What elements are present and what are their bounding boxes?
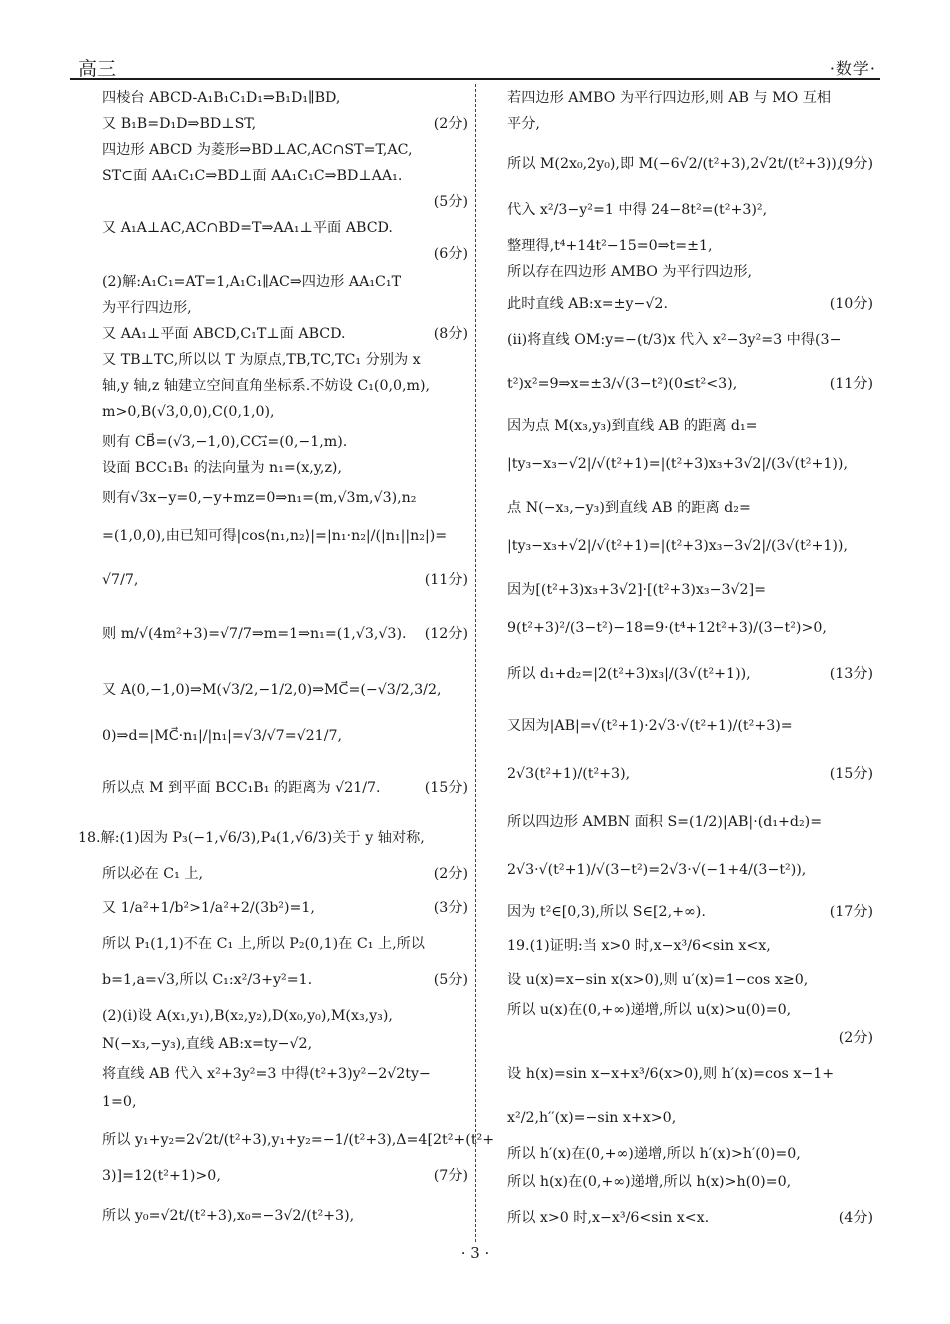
score-mark: (10分) [829,296,873,312]
solution-text: 为平行四边形, [102,300,192,316]
score-mark: (2分) [838,1030,873,1046]
solution-text: 设 h(x)=sin x−x+x³/6(x>0),则 h′(x)=cos x−1+ [507,1066,835,1082]
solution-text: (2)解:A₁C₁=AT=1,A₁C₁∥AC⇒四边形 AA₁C₁T [102,274,402,290]
score-mark: (11分) [424,572,468,588]
solution-text: 又因为|AB|=√(t²+1)·2√3·√(t²+1)/(t²+3)= [507,718,793,734]
solution-text: 因为 t²∈[0,3),所以 S∈[2,+∞). [507,904,706,920]
solution-text: 18.解:(1)因为 P₃(−1,√6/3),P₄(1,√6/3)关于 y 轴对称, [78,830,425,846]
score-mark: (5分) [433,972,468,988]
solution-text: 平分, [507,116,540,132]
solution-text: b=1,a=√3,所以 C₁:x²/3+y²=1. [102,972,313,988]
solution-text: 因为[(t²+3)x₃+3√2]·[(t²+3)x₃−3√2]= [507,582,766,598]
solution-text: t²)x²=9⇒x=±3/√(3−t²)(0≤t²<3), [507,376,738,392]
score-mark: (15分) [829,766,873,782]
solution-text: 设面 BCC₁B₁ 的法向量为 n₁=(x,y,z), [102,460,342,476]
page-header [70,48,880,80]
solution-text: 1=0, [102,1094,137,1110]
score-mark: (8分) [433,326,468,342]
solution-text: 19.(1)证明:当 x>0 时,x−x³/6<sin x<x, [507,938,771,954]
solution-text: |ty₃−x₃−√2|/√(t²+1)=|(t²+3)x₃+3√2|/(3√(t²+1)), [507,456,848,472]
solution-text: 所以 u(x)在(0,+∞)递增,所以 u(x)>u(0)=0, [507,1002,792,1018]
solution-text: 所以 h′(x)在(0,+∞)递增,所以 h′(x)>h′(0)=0, [507,1146,801,1162]
solution-text: 设 u(x)=x−sin x(x>0),则 u′(x)=1−cos x≥0, [507,972,809,988]
header-subject: ·数学· [829,59,876,78]
solution-text: 9(t²+3)²/(3−t²)−18=9·(t⁴+12t²+3)/(3−t²)>0, [507,620,827,636]
solution-text: 所以 y₀=√2t/(t²+3),x₀=−3√2/(t²+3), [102,1208,355,1224]
solution-text: 又 1/a²+1/b²>1/a²+2/(3b²)=1, [102,900,315,916]
solution-text: 3)]=12(t²+1)>0, [102,1168,221,1184]
header-grade: 高三 [78,58,117,80]
solution-text: 点 N(−x₃,−y₃)到直线 AB 的距离 d₂= [507,500,751,516]
score-mark: (15分) [424,780,468,796]
solution-text: 所以四边形 AMBN 面积 S=(1/2)|AB|·(d₁+d₂)= [507,814,823,830]
solution-text: 则有 CB⃗=(√3,−1,0),CC₁⃗=(0,−1,m). [102,434,348,450]
solution-text: x²/2,h′′(x)=−sin x+x>0, [507,1110,677,1126]
solution-text: 0)⇒d=|MC⃗·n₁|/|n₁|=√3/√7=√21/7, [102,728,343,744]
solution-text: 所以 P₁(1,1)不在 C₁ 上,所以 P₂(0,1)在 C₁ 上,所以 [102,936,425,952]
score-mark: (5分) [433,194,468,210]
solution-text: 此时直线 AB:x=±y−√2. [507,296,668,312]
score-mark: (2分) [433,866,468,882]
solution-text: (ii)将直线 OM:y=−(t/3)x 代入 x²−3y²=3 中得(3− [507,332,842,348]
solution-text: 2√3(t²+1)/(t²+3), [507,766,631,782]
solution-text: 又 A₁A⊥AC,AC∩BD=T⇒AA₁⊥平面 ABCD. [102,220,393,236]
score-mark: (17分) [829,904,873,920]
solution-text: 若四边形 AMBO 为平行四边形,则 AB 与 MO 互相 [507,90,832,106]
score-mark: (6分) [433,246,468,262]
solution-text: 又 TB⊥TC,所以以 T 为原点,TB,TC,TC₁ 分别为 x [102,352,421,368]
solution-text: 则有√3x−y=0,−y+mz=0⇒n₁=(m,√3m,√3),n₂ [102,490,417,506]
score-mark: (13分) [829,666,873,682]
solution-text: 轴,y 轴,z 轴建立空间直角坐标系.不妨设 C₁(0,0,m), [102,378,431,394]
solution-text: 2√3·√(t²+1)/√(3−t²)=2√3·√(−1+4/(3−t²)), [507,862,807,878]
score-mark: (4分) [838,1210,873,1226]
solution-text: √7/7, [102,572,139,588]
page-number: · 3 · [460,1244,490,1262]
solution-text: 四棱台 ABCD-A₁B₁C₁D₁⇒B₁D₁∥BD, [102,90,341,106]
solution-text: 又 AA₁⊥平面 ABCD,C₁T⊥面 ABCD. [102,326,346,342]
solution-text: 将直线 AB 代入 x²+3y²=3 中得(t²+3)y²−2√2ty− [102,1066,431,1082]
solution-text: ST⊂面 AA₁C₁C⇒BD⊥面 AA₁C₁C⇒BD⊥AA₁. [102,168,403,184]
solution-text: 整理得,t⁴+14t²−15=0⇒t=±1, [507,238,713,254]
score-mark: (11分) [829,376,873,392]
solution-text: 所以必在 C₁ 上, [102,866,204,882]
solution-text: 所以 M(2x₀,2y₀),即 M(−6√2/(t²+3),2√2t/(t²+3)), [507,156,842,172]
solution-text: 所以 h(x)在(0,+∞)递增,所以 h(x)>h(0)=0, [507,1174,792,1190]
score-mark: (7分) [433,1168,468,1184]
solution-text: 因为点 M(x₃,y₃)到直线 AB 的距离 d₁= [507,418,758,434]
solution-text: 又 A(0,−1,0)⇒M(√3/2,−1/2,0)⇒MC⃗=(−√3/2,3/2, [102,682,442,698]
solution-text: 所以 d₁+d₂=|2(t²+3)x₃|/(3√(t²+1)), [507,666,751,682]
column-divider [475,84,476,1242]
score-mark: (2分) [433,116,468,132]
solution-text: =(1,0,0),由已知可得|cos⟨n₁,n₂⟩|=|n₁·n₂|/(|n₁||n₂|)= [102,528,448,544]
solution-text: 又 B₁B=D₁D⇒BD⊥ST, [102,116,257,132]
solution-text: 四边形 ABCD 为菱形⇒BD⊥AC,AC∩ST=T,AC, [102,142,413,158]
solution-text: 代入 x²/3−y²=1 中得 24−8t²=(t²+3)², [507,202,768,218]
solution-text: 所以 x>0 时,x−x³/6<sin x<x. [507,1210,710,1226]
solution-text: 所以点 M 到平面 BCC₁B₁ 的距离为 √21/7. [102,780,381,796]
solution-text: (2)(i)设 A(x₁,y₁),B(x₂,y₂),D(x₀,y₀),M(x₃,y₃), [102,1008,393,1024]
score-mark: (9分) [838,156,873,172]
solution-text: N(−x₃,−y₃),直线 AB:x=ty−√2, [102,1036,313,1052]
solution-text: 所以存在四边形 AMBO 为平行四边形, [507,264,753,280]
solution-text: 则 m/√(4m²+3)=√7/7⇒m=1⇒n₁=(1,√3,√3). [102,626,407,642]
score-mark: (12分) [424,626,468,642]
solution-text: 所以 y₁+y₂=2√2t/(t²+3),y₁+y₂=−1/(t²+3),Δ=4[2t²+(t²+ [102,1132,495,1148]
solution-text: m>0,B(√3,0,0),C(0,1,0), [102,404,275,420]
solution-text: |ty₃−x₃+√2|/√(t²+1)=|(t²+3)x₃−3√2|/(3√(t²+1)), [507,538,848,554]
score-mark: (3分) [433,900,468,916]
